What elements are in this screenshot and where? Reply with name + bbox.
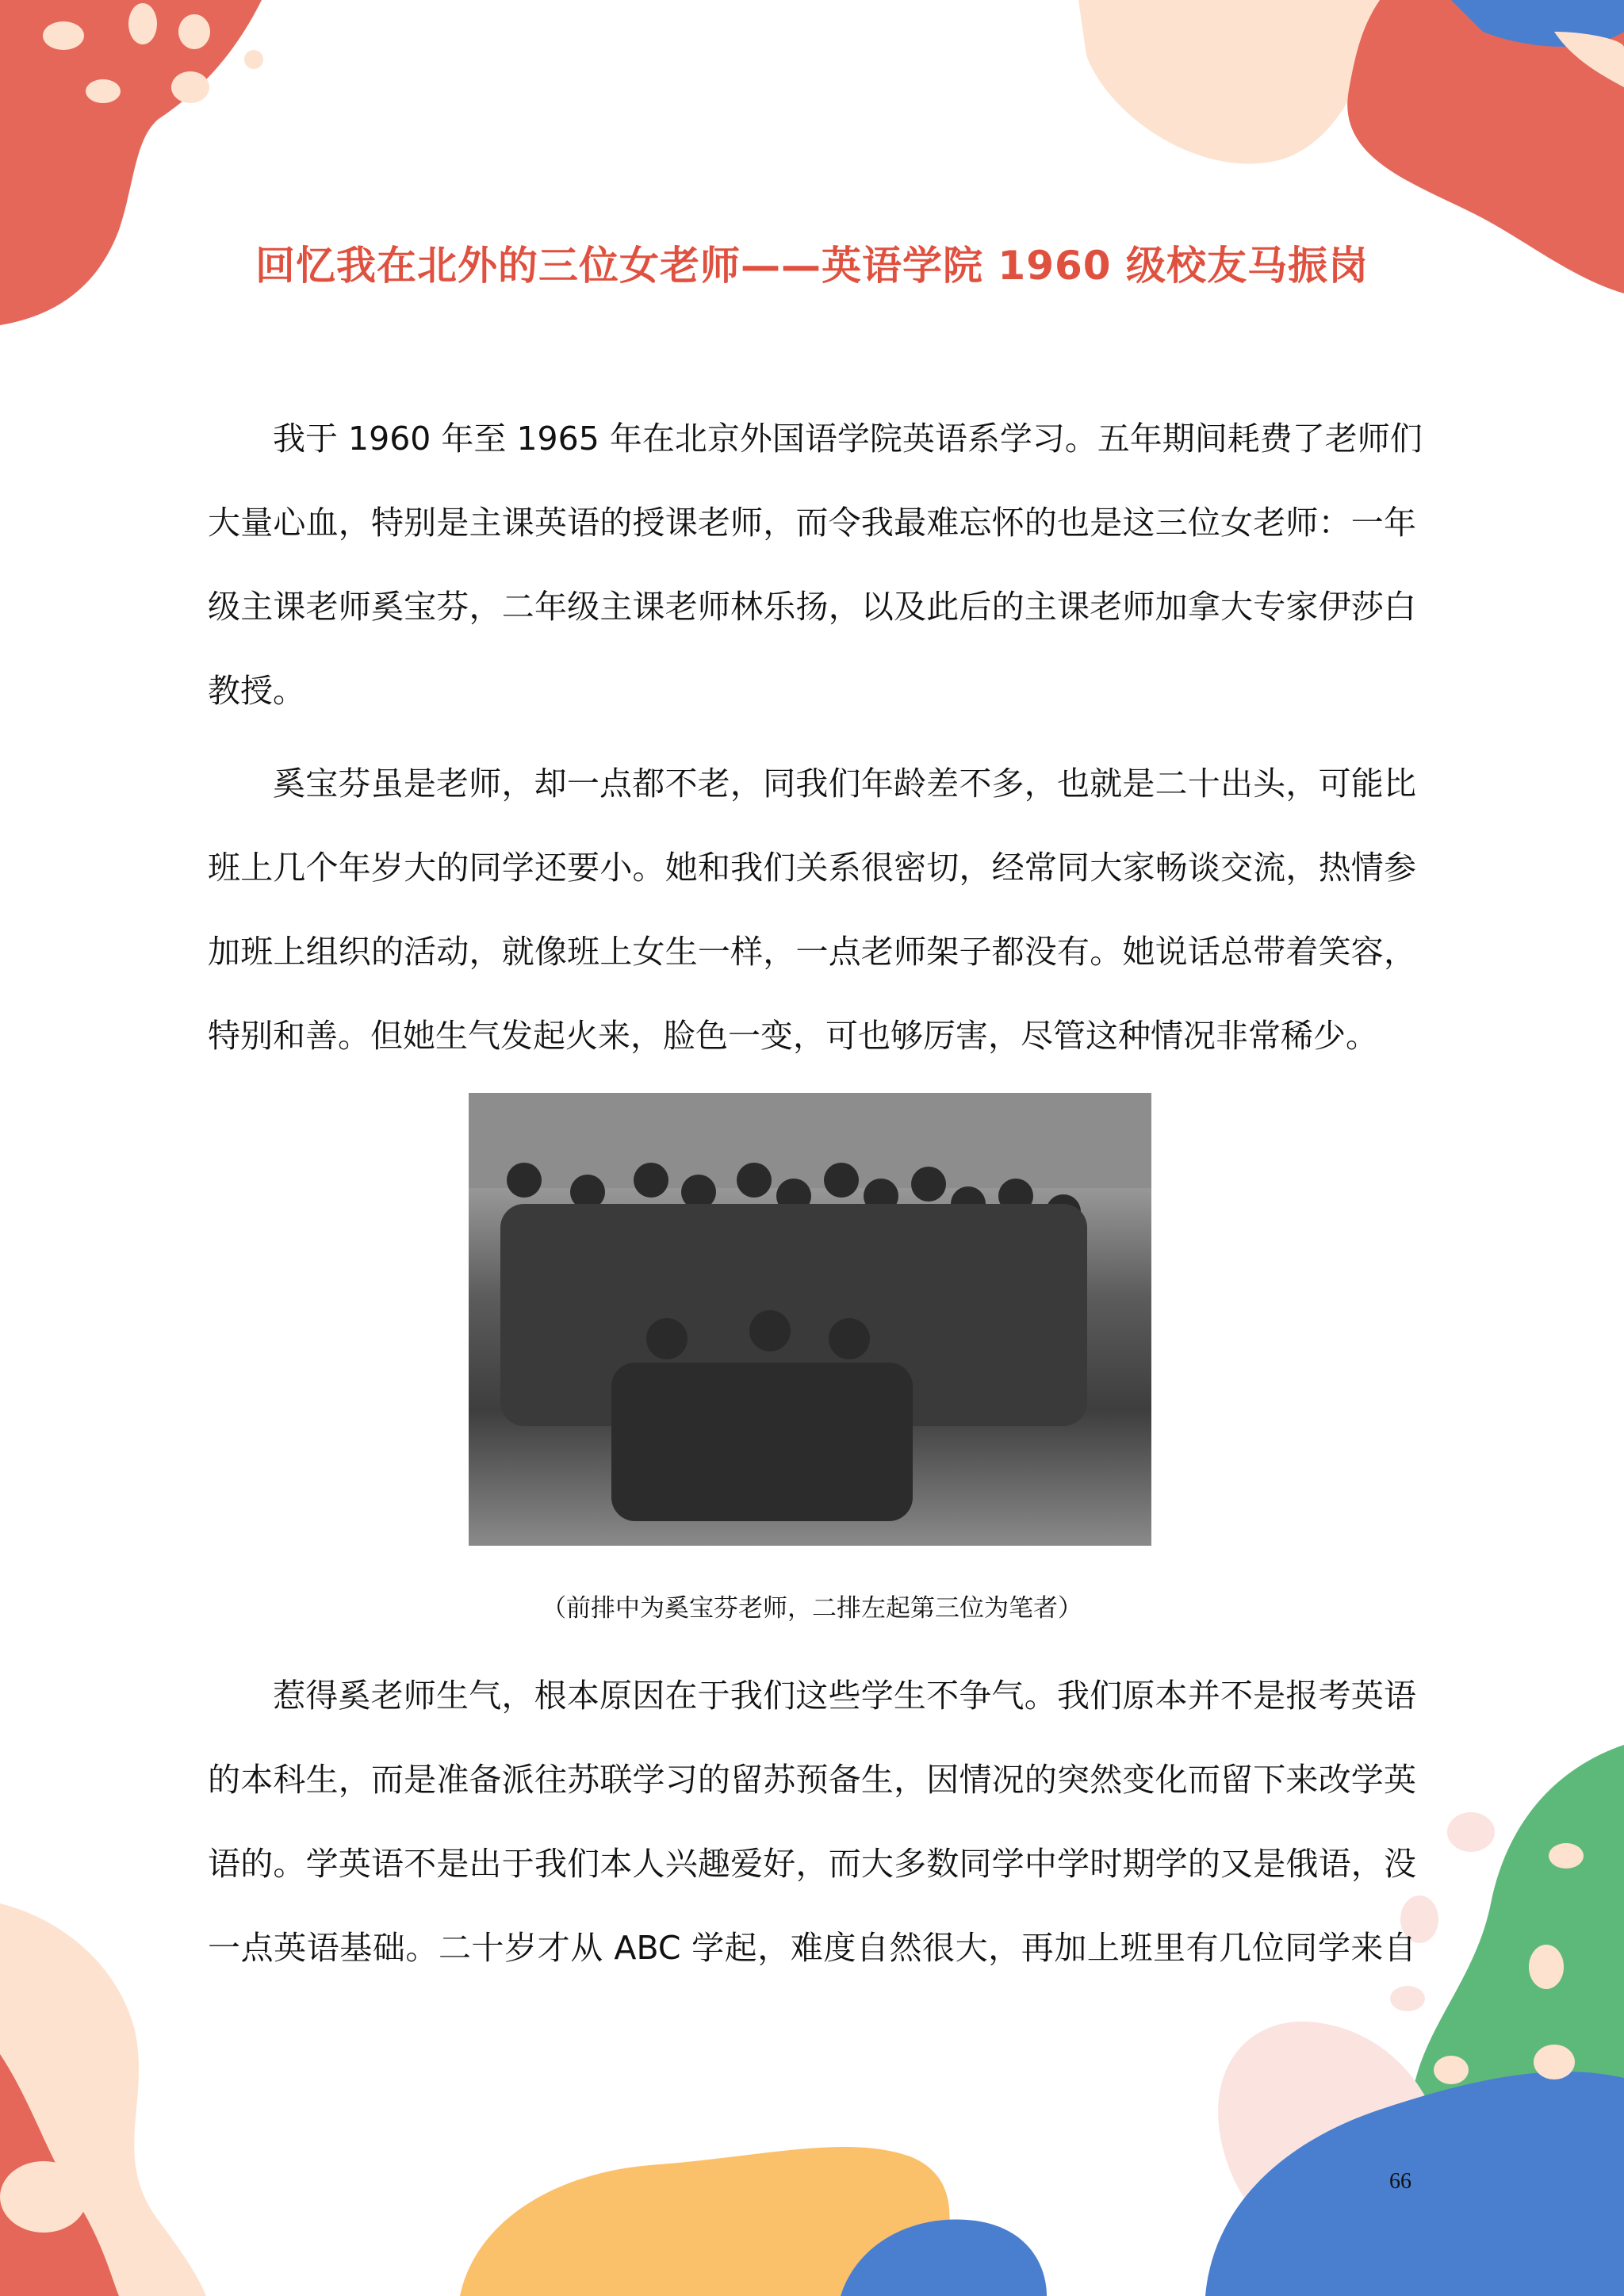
dot — [1549, 1843, 1584, 1869]
blob-bottom-right-green — [1411, 1745, 1624, 2102]
text-line: 加班上组织的活动，就像班上女生一样，一点老师架子都没有。她说话总带着笑容， — [208, 933, 1416, 971]
group-photo — [469, 1093, 1151, 1546]
text-line: 奚宝芬虽是老师，却一点都不老，同我们年龄差不多，也就是二十出头，可能比 — [273, 765, 1416, 803]
text-line: 语的。学英语不是出于我们本人兴趣爱好，而大多数同学中学时期学的又是俄语，没 — [208, 1845, 1416, 1883]
dot — [43, 21, 84, 50]
photo-caption: （前排中为奚宝芬老师，二排左起第三位为笔者） — [542, 1594, 1082, 1623]
page-title: 回忆我在北外的三位女老师——英语学院 1960 级校友马振岗 — [255, 243, 1369, 289]
dot — [128, 3, 157, 44]
dot — [1529, 1945, 1564, 1989]
dot — [1447, 1812, 1495, 1852]
text-line: 我于 1960 年至 1965 年在北京外国语学院英语系学习。五年期间耗费了老师们 — [273, 420, 1423, 458]
page-number: 66 — [1389, 2169, 1411, 2194]
blob-top-right-peach — [1078, 0, 1396, 163]
text-line: 一点英语基础。二十岁才从 ABC 学起，难度自然很大，再加上班里有几位同学来自 — [208, 1929, 1416, 1967]
text-line: 级主课老师奚宝芬，二年级主课老师林乐扬，以及此后的主课老师加拿大专家伊莎白 — [208, 588, 1416, 626]
dot — [86, 79, 121, 103]
text-line: 大量心血，特别是主课英语的授课老师，而令我最难忘怀的也是这三位女老师：一年 — [208, 504, 1416, 542]
dot — [1534, 2045, 1575, 2079]
dot — [244, 50, 263, 69]
text-line: 的本科生，而是准备派往苏联学习的留苏预备生，因情况的突然变化而留下来改学英 — [208, 1761, 1416, 1799]
dot — [0, 2161, 87, 2233]
text-line: 教授。 — [208, 672, 305, 710]
text-line: 惹得奚老师生气，根本原因在于我们这些学生不争气。我们原本并不是报考英语 — [273, 1677, 1416, 1715]
dot — [1434, 2056, 1469, 2084]
dot — [171, 71, 209, 103]
dot — [1390, 1986, 1425, 2011]
dot — [178, 14, 210, 49]
text-line: 班上几个年岁大的同学还要小。她和我们关系很密切，经常同大家畅谈交流，热情参 — [208, 849, 1416, 887]
text-line: 特别和善。但她生气发起火来，脸色一变，可也够厉害，尽管这种情况非常稀少。 — [208, 1017, 1378, 1055]
